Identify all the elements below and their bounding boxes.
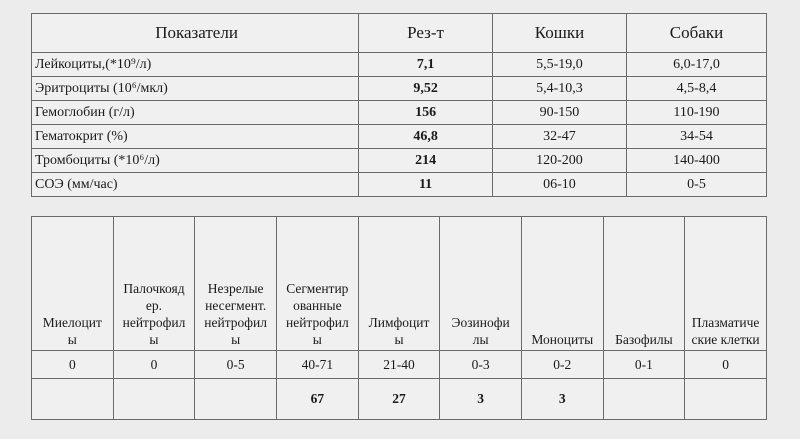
indicator-name: Эритроциты (10⁶/мкл): [32, 77, 359, 101]
dogs-norm: 34-54: [626, 125, 766, 149]
leukogram-norm-cell: 40-71: [277, 351, 359, 379]
leukogram-header-cell: Базофилы: [603, 217, 685, 351]
leukogram-norm-cell: 0: [113, 351, 195, 379]
dogs-norm: 4,5-8,4: [626, 77, 766, 101]
blood-indices-table: [31, 13, 767, 197]
cats-norm: 120-200: [492, 149, 626, 173]
leukogram-result-cell: [195, 379, 277, 420]
table-header-row: [32, 14, 767, 53]
cats-norm: 90-150: [492, 101, 626, 125]
table-row: [32, 173, 767, 197]
table-row: [32, 149, 767, 173]
leukogram-result-row: [32, 379, 767, 420]
dogs-norm: 110-190: [626, 101, 766, 125]
indicator-name: Тромбоциты (*10⁶/л): [32, 149, 359, 173]
leukogram-table: [31, 216, 767, 420]
leukogram-header-row: [32, 217, 767, 351]
cats-norm: 32-47: [492, 125, 626, 149]
leukogram-result-cell: 3: [521, 379, 603, 420]
result-value: 156: [359, 101, 493, 125]
leukogram-norm-cell: 0-1: [603, 351, 685, 379]
dogs-norm: 6,0-17,0: [626, 53, 766, 77]
leukogram-norm-cell: 0-5: [195, 351, 277, 379]
leukogram-header-cell: Лимфоцит ы: [358, 217, 440, 351]
cats-norm: 5,5-19,0: [492, 53, 626, 77]
table-row: [32, 77, 767, 101]
dogs-norm: 0-5: [626, 173, 766, 197]
result-value: 9,52: [359, 77, 493, 101]
indicator-name: Гематокрит (%): [32, 125, 359, 149]
dogs-norm: 140-400: [626, 149, 766, 173]
leukogram-result-cell: [685, 379, 767, 420]
table-row: [32, 53, 767, 77]
leukogram-norm-cell: 0: [32, 351, 114, 379]
leukogram-header-cell: Палочкояд ер. нейтрофил ы: [113, 217, 195, 351]
header-cats: Кошки: [492, 14, 626, 53]
leukogram-result-cell: [603, 379, 685, 420]
leukogram-result-cell: [32, 379, 114, 420]
header-result: Рез-т: [359, 14, 493, 53]
result-value: 7,1: [359, 53, 493, 77]
indicator-name: Лейкоциты,(*10⁹/л): [32, 53, 359, 77]
result-value: 46,8: [359, 125, 493, 149]
leukogram-result-cell: 67: [277, 379, 359, 420]
leukogram-norm-cell: 21-40: [358, 351, 440, 379]
leukogram-norm-cell: 0: [685, 351, 767, 379]
leukogram-header-cell: Моноциты: [521, 217, 603, 351]
leukogram-norm-cell: 0-3: [440, 351, 522, 379]
result-value: 11: [359, 173, 493, 197]
leukogram-result-cell: 3: [440, 379, 522, 420]
header-indicators: Показатели: [32, 14, 359, 53]
leukogram-header-cell: Сегментир ованные нейтрофил ы: [277, 217, 359, 351]
leukogram-result-cell: [113, 379, 195, 420]
cats-norm: 06-10: [492, 173, 626, 197]
table-row: [32, 101, 767, 125]
leukogram-header-cell: Миелоцит ы: [32, 217, 114, 351]
header-dogs: Собаки: [626, 14, 766, 53]
indicator-name: Гемоглобин (г/л): [32, 101, 359, 125]
leukogram-norm-row: [32, 351, 767, 379]
leukogram-header-cell: Незрелые несегмент. нейтрофил ы: [195, 217, 277, 351]
leukogram-header-cell: Эозинофи лы: [440, 217, 522, 351]
cats-norm: 5,4-10,3: [492, 77, 626, 101]
leukogram-result-cell: 27: [358, 379, 440, 420]
result-value: 214: [359, 149, 493, 173]
indicator-name: СОЭ (мм/час): [32, 173, 359, 197]
leukogram-norm-cell: 0-2: [521, 351, 603, 379]
leukogram-header-cell: Плазматиче ские клетки: [685, 217, 767, 351]
table-row: [32, 125, 767, 149]
